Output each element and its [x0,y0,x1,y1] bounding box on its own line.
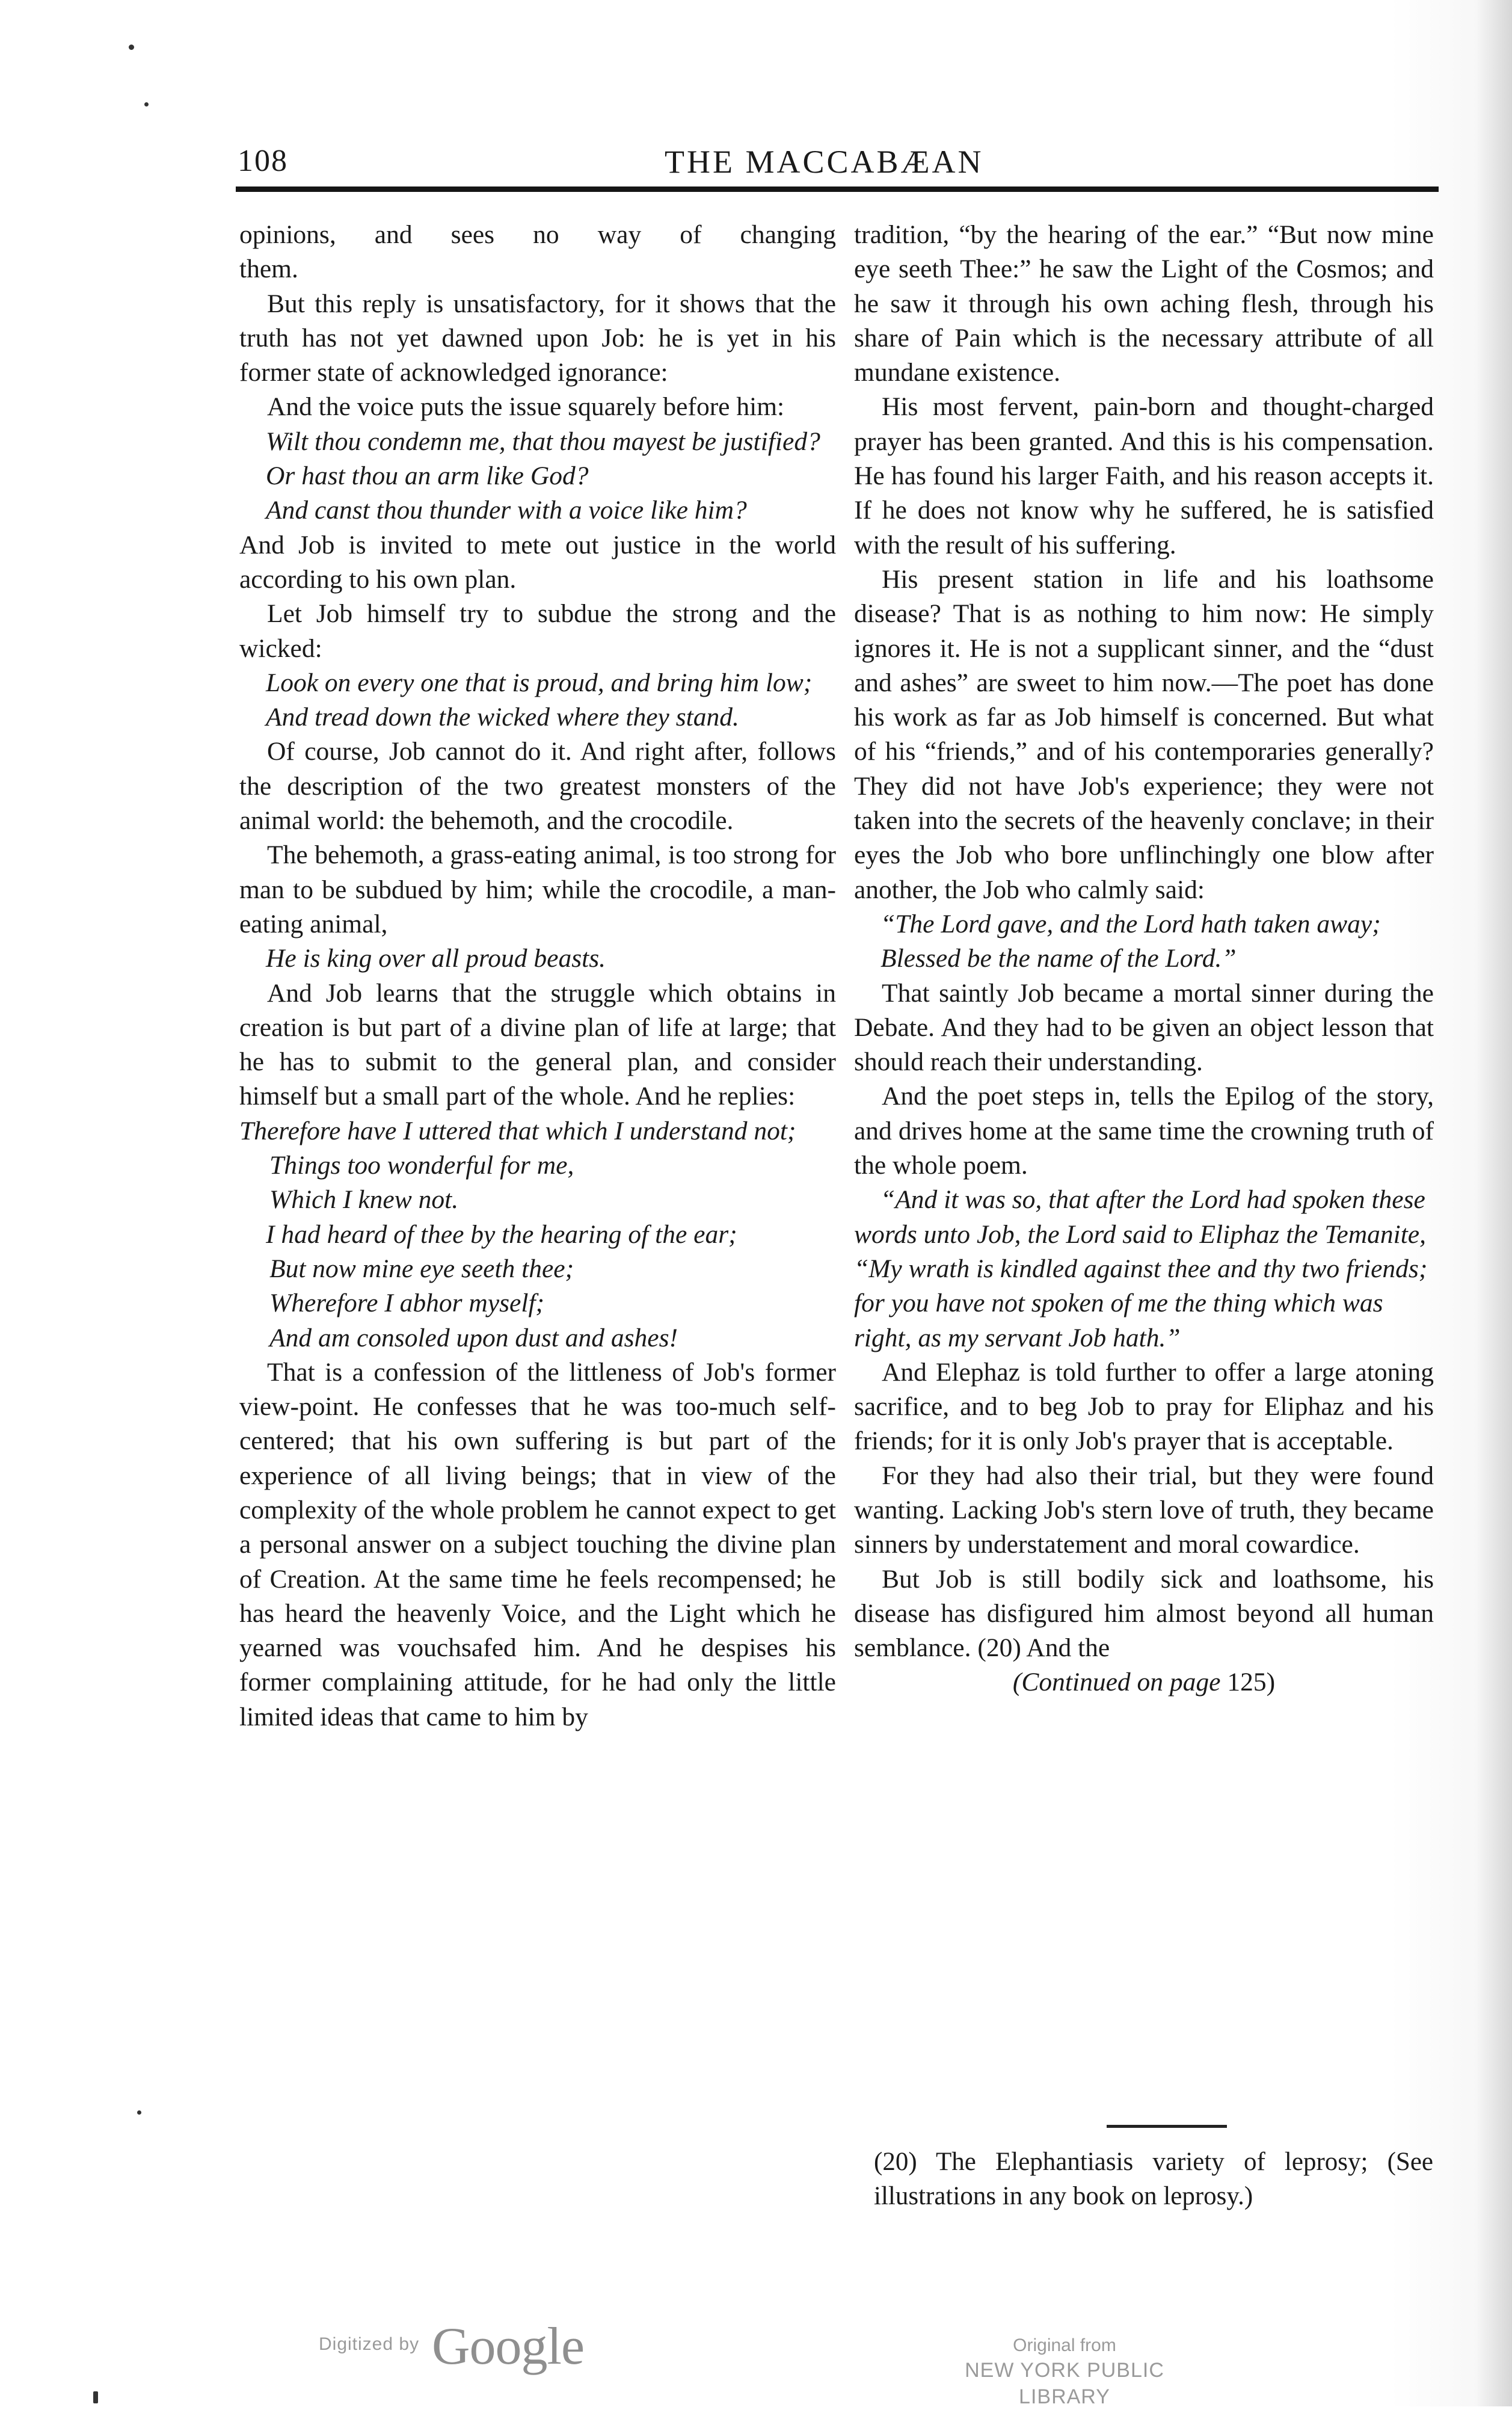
left-column [239,218,836,1734]
verse-line: Which I knew not. [269,1185,459,1215]
paragraph: them. [239,254,298,284]
verse-line: I had heard of thee by the hearing of the ear; [266,1219,737,1249]
paragraph: Let Job himself try to subdue the strong and the wicked: [239,599,836,663]
continued-label: (Continued on page [1012,1668,1221,1697]
paragraph: That saintly Job became a mortal sinner during the Debate. And they had to be given an object lesson that should reach their understanding. [854,978,1434,1077]
dust-speck [93,2391,98,2403]
original-from-label: Original from [1013,2335,1116,2355]
continued-page-number: 125) [1227,1668,1276,1697]
paragraph: opinions, and sees no way of changing [239,220,836,249]
paragraph: That is a confession of the littleness of Job's former view-point. He confesses that he was too-much self-centered; that his own suffering is but part of the experience of all living beings; that in view of the complexity of the whole problem he cannot expect to get a personal answer on a subject touching the divine plan of Creation. At the same time he feels recompensed; he has heard the heavenly Voice, and the Light which he yearned was vouchsafed him. And he despises his former complaining attitude, for he had only the little limited ideas that came to him by [239,1357,836,1731]
paragraph: The behemoth, a grass-eating animal, is too strong for man to be subdued by him; while the crocodile, a man-eating animal, [239,840,836,938]
paragraph: His present station in life and his loathsome disease? That is as nothing to him now: He simply ignores it. He is not a supplicant sinner, and the “dust and ashes” are sweet to him now.—The poet has done his work as far as Job himself is concerned. But what of his “friends,” and of his contemporaries generally? They did not have Job's experience; they were not taken into the secrets of the heavenly conclave; in their eyes the Job who bore unflinchingly one blow after another, the Job who calmly said: [854,564,1434,904]
running-head: THE MACCABÆAN [665,144,984,180]
digitized-by-label: Digitized by [319,2334,420,2354]
verse-line: And tread down the wicked where they stand. [266,703,739,732]
header-rule [236,186,1439,192]
paragraph: Of course, Job cannot do it. And right after, follows the description of the two greatest monsters of the animal world: the behemoth, and the crocodile. [239,737,836,836]
library-credit [920,2334,1209,2410]
verse-line: Wherefore I abhor myself; [269,1289,545,1318]
paragraph: His most fervent, pain-born and thought-charged prayer has been granted. And this is his compensation. He has found his larger Faith, and his reason accepts it. If he does not know why he suffered, he is satisfied with the result of his suffering. [854,392,1434,559]
verse-line: Wilt thou condemn me, that thou mayest be justified? [266,427,820,456]
paragraph: And Job is invited to mete out justice in the world according to his own plan. [239,530,836,594]
page-edge-shadow [1476,0,1512,2406]
library-name: NEW YORK PUBLIC LIBRARY [965,2359,1164,2408]
footnote: (20) The Elephantiasis variety of leprosy; (See illustrations in any book on leprosy.) [874,2148,1433,2210]
paragraph: But this reply is unsatisfactory, for it shows that the truth has not yet dawned upon Job: he is yet in his former state of acknowledged ignorance: [239,289,836,387]
verse-line: “And it was so, that after the Lord had spoken these words unto Job, the Lord said to Eliphaz the Temanite, “My wrath is kindled against thee and thy two friends; for you have not spoken of me the thing which was right, as my servant Job hath.” [854,1185,1428,1352]
paragraph: And Job learns that the struggle which obtains in creation is but part of a divine plan of life at large; that he has to submit to the general plan, and consider himself but a small part of the whole. And he replies: [239,978,836,1111]
paragraph: tradition, “by the hearing of the ear.” “But now mine eye seeth Thee:” he saw the Light of the Cosmos; and he saw it through his own aching flesh, through his share of Pain which is the necessary attribute of all mundane existence. [854,220,1434,387]
verse-line: And am consoled upon dust and ashes! [269,1323,678,1352]
verse-line: Things too wonderful for me, [269,1151,574,1180]
verse-line: Or hast thou an arm like God? [266,461,589,491]
verse-line: “The Lord gave, and the Lord hath taken away; [880,909,1381,938]
paragraph: But Job is still bodily sick and loathsome, his disease has disfigured him almost beyond all human semblance. (20) And the [854,1564,1434,1663]
dust-speck [144,102,149,106]
dust-speck [137,2110,141,2115]
verse-line: And canst thou thunder with a voice like him? [266,496,747,525]
page-number: 108 [238,144,288,178]
paragraph: And the voice puts the issue squarely before him: [267,392,785,422]
footnote-rule [1107,2125,1227,2128]
right-column [854,218,1434,1700]
verse-line: He is king over all proud beasts. [266,944,606,973]
paragraph: And the poet steps in, tells the Epilog of the story, and drives home at the same time the crowning truth of the whole poem. [854,1082,1434,1180]
verse-line: But now mine eye seeth thee; [269,1254,574,1283]
continued-on-note [854,1665,1434,1700]
verse-line: Blessed be the name of the Lord.” [880,944,1237,973]
paragraph: And Elephaz is told further to offer a large atoning sacrifice, and to beg Job to pray for Eliphaz and his friends; for it is only Job's prayer that is acceptable. [854,1357,1434,1456]
page-header [238,143,1434,191]
verse-line: Look on every one that is proud, and bring him low; [266,668,813,697]
paragraph: For they had also their trial, but they were found wanting. Lacking Job's stern love of truth, they became sinners by understatement and moral cowardice. [854,1461,1434,1559]
verse-line: Therefore have I uttered that which I understand not; [239,1116,796,1145]
dust-speck [129,45,134,50]
google-logo: Google [432,2317,585,2376]
